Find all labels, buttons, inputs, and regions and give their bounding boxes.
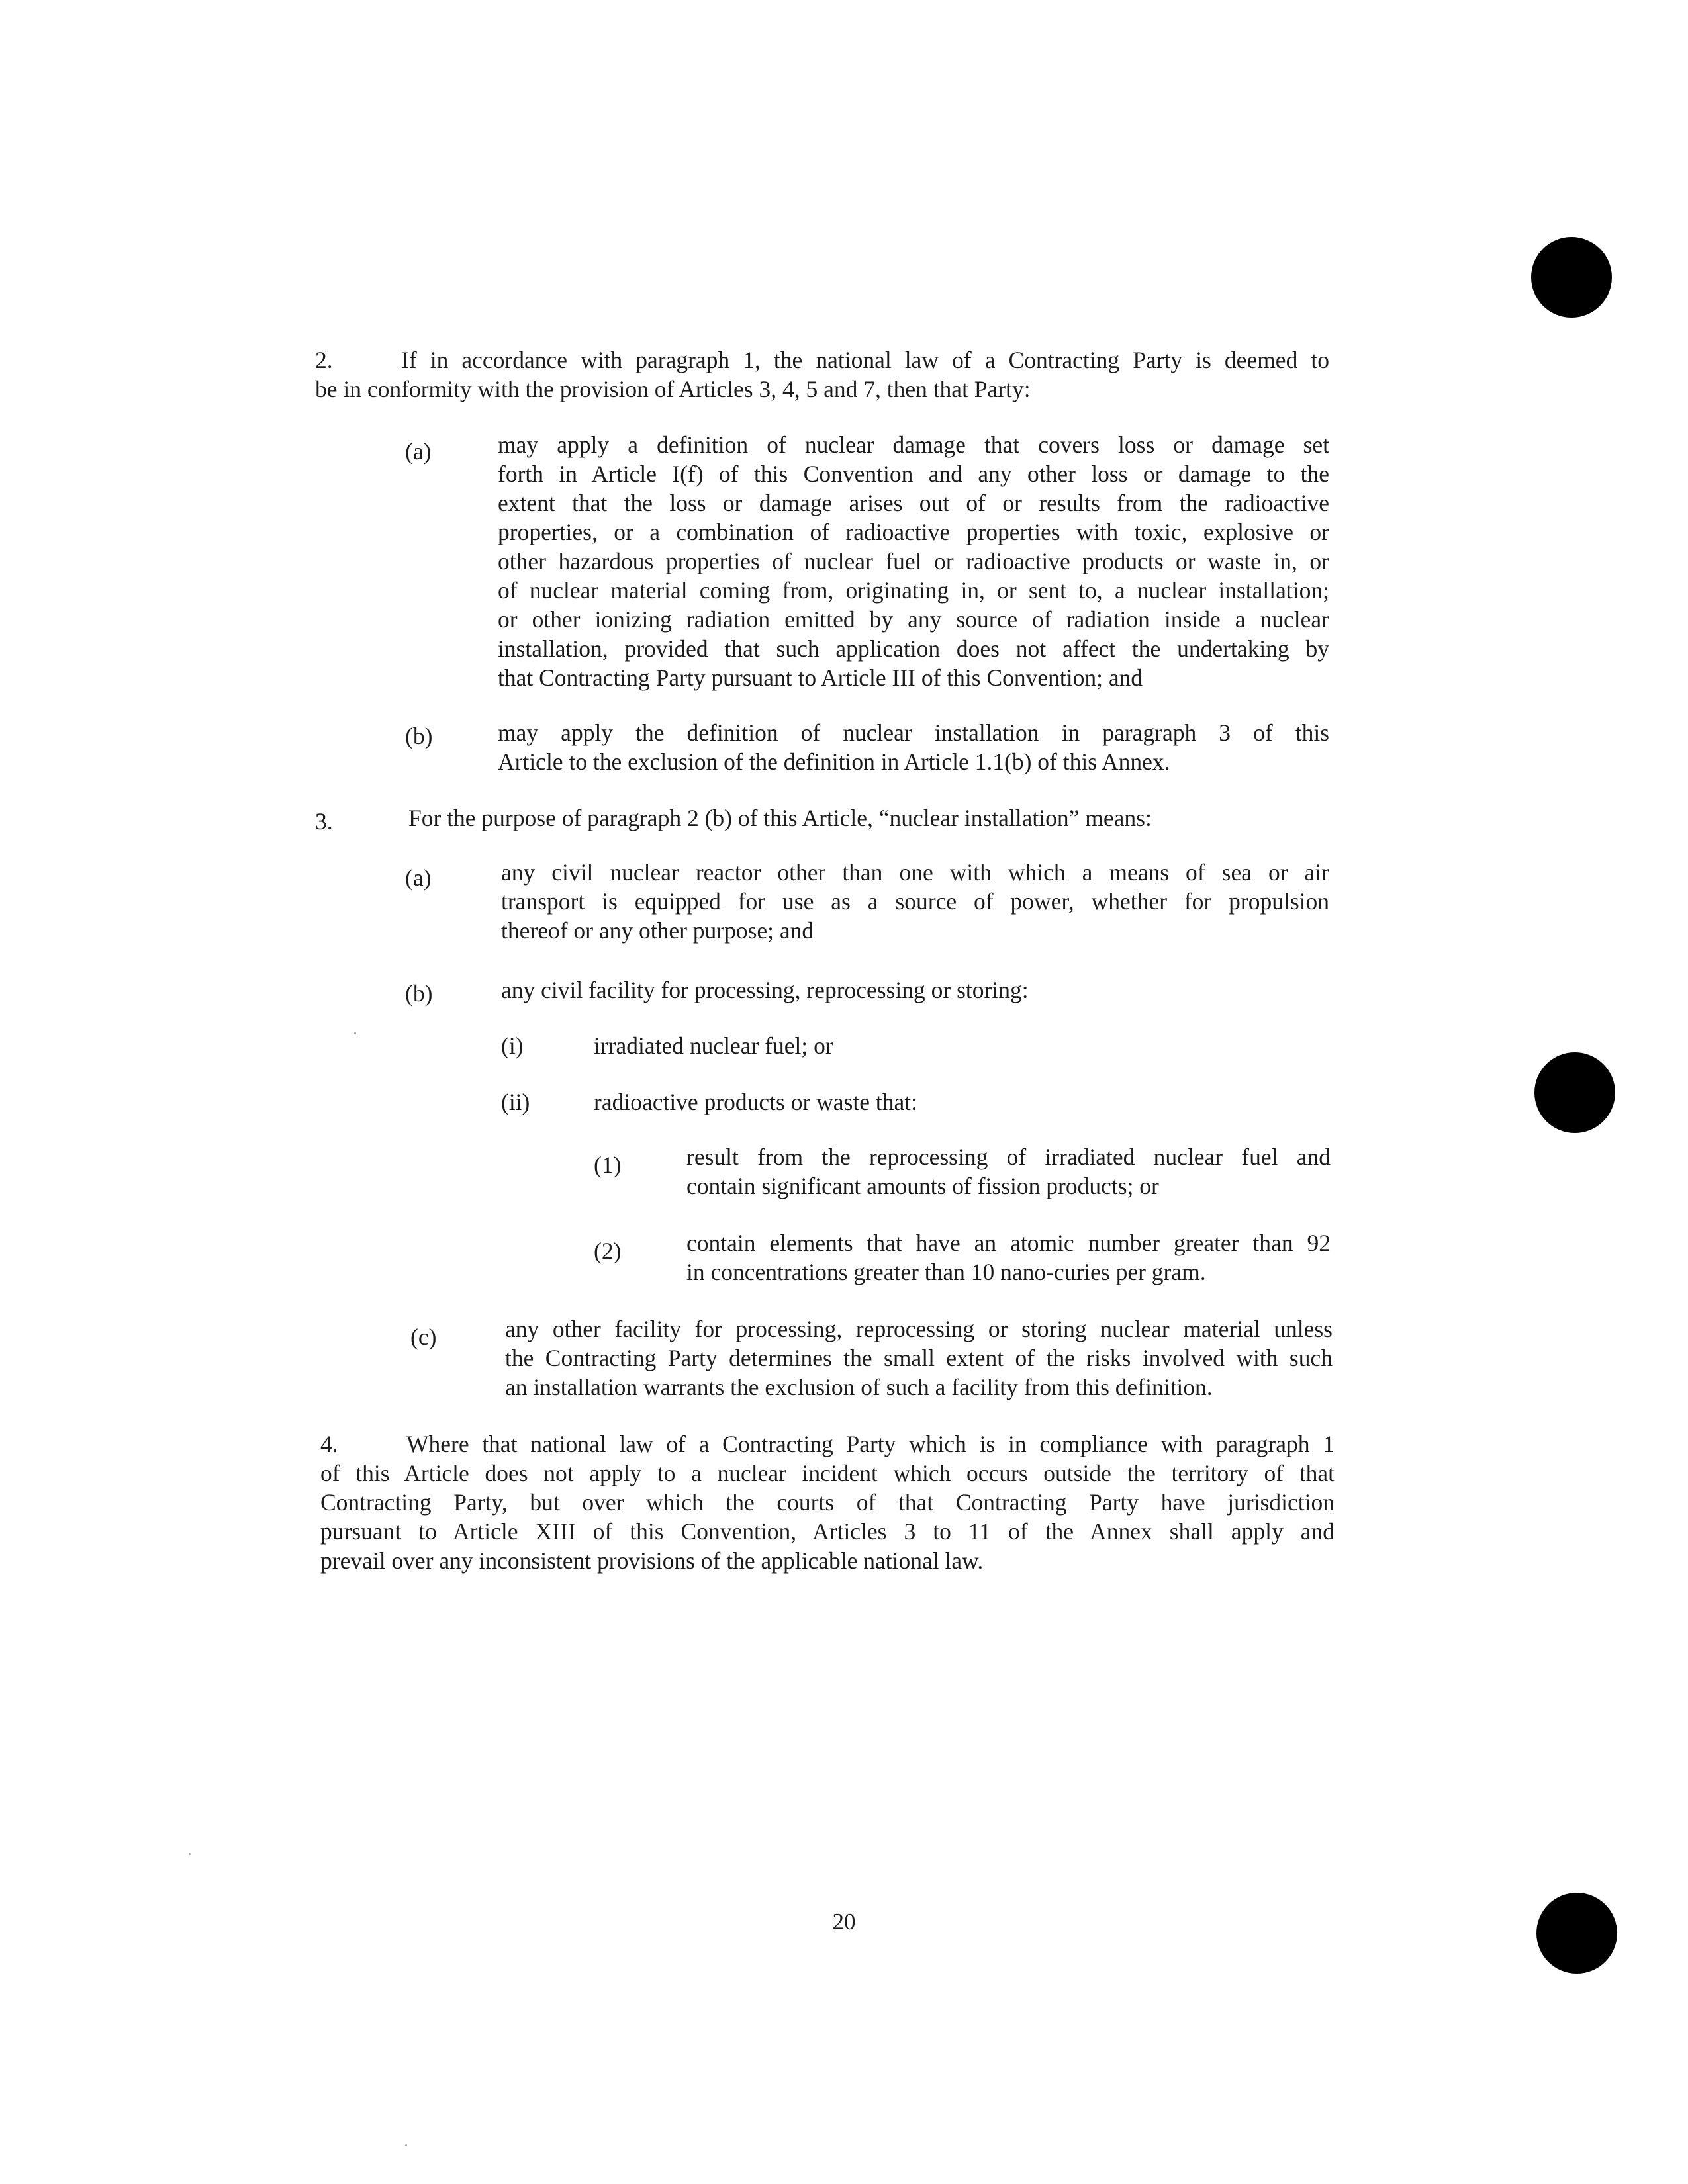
scan-speck (405, 2144, 407, 2146)
item-3b-text: any civil facility for processing, reprocessing or storing: (501, 977, 1029, 1003)
punch-hole-middle (1534, 1052, 1615, 1133)
item-3a-text: any civil nuclear reactor other than one with which a means of sea or air transport is equipped for use as a source of power, whether for propulsion thereof or any other purpose; and (501, 859, 1329, 944)
scan-speck (189, 1853, 191, 1855)
punch-hole-top (1531, 237, 1612, 318)
paragraph-2 (315, 345, 1329, 404)
item-3b-i-marker: (i) (501, 1032, 524, 1059)
paragraph-4-number: 4. (320, 1431, 338, 1457)
item-3b-ii-2-marker: (2) (594, 1238, 622, 1264)
item-3a-marker: (a) (405, 864, 432, 891)
item-2b-marker: (b) (405, 723, 433, 749)
item-3b-i-text: irradiated nuclear fuel; or (594, 1032, 833, 1059)
item-3c-marker: (c) (410, 1324, 437, 1350)
paragraph-4-line-1: 4. Where that national law of a Contracting Party which is in compliance with paragraph 1 (320, 1431, 1335, 1457)
item-2b-text: may apply the definition of nuclear installation in paragraph 3 of this Article to the exclusion of the definition in Article 1.1(b) of this Annex. (498, 719, 1329, 775)
item-3b-ii-text: radioactive products or waste that: (594, 1089, 917, 1115)
item-3b-ii-marker: (ii) (501, 1089, 530, 1115)
item-3b-ii-1-text: result from the reprocessing of irradiated nuclear fuel and contain significant amounts of fission products; or (686, 1144, 1331, 1199)
item-3b-ii-2-text: contain elements that have an atomic number greater than 92 in concentrations greater than 10 nano-curies per gram. (686, 1230, 1331, 1285)
paragraph-3-number: 3. (315, 808, 333, 835)
item-2a-marker: (a) (405, 438, 432, 465)
paragraph-2-number: 2. (315, 347, 333, 373)
item-2a-text: may apply a definition of nuclear damage that covers loss or damage set forth in Article I(f) of this Convention and any other loss or damage to the extent that the loss or damage arises out of or results from the radioactive properties, or a combination of radioactive properties with toxic, explosive or other hazardous properties of nuclear fuel or radioactive products or waste in, or of nuclear material coming from, originating in, or sent to, a nuclear installation; or other ionizing radiation emitted by any source of radiation inside a nuclear installation, provided that such application does not affect the undertaking by that Contracting Party pursuant to Article III of this Convention; and (498, 432, 1329, 691)
item-3c-text: any other facility for processing, reprocessing or storing nuclear material unless the Contracting Party determines the small extent of the risks involved with such an installation warrants the exclusion of such a facility from this definition. (505, 1316, 1333, 1400)
item-3b-ii-1-marker: (1) (594, 1152, 622, 1178)
paragraph-2-line-1: 2. If in accordance with paragraph 1, the national law of a Contracting Party is deemed to (315, 347, 1329, 373)
paragraph-2-line-2: be in conformity with the provision of Articles 3, 4, 5 and 7, then that Party: (315, 376, 1031, 402)
paragraph-4: 4. Where that national law of a Contracting Party which is in compliance with paragraph 1 of this Article does not apply to a nuclear incident which occurs outside the territory of that Contracting Party, but over which the courts of that Contracting Party have jurisdiction pursuant to Article XIII of this Convention, Articles 3 to 11 of the Annex shall apply and prevail over any inconsistent provisions of the applicable national law. (320, 1431, 1335, 1574)
page-number: 20 (832, 1909, 856, 1934)
paragraph-3-text: For the purpose of paragraph 2 (b) of this Article, “nuclear installation” means: (408, 805, 1152, 831)
item-3b-marker: (b) (405, 980, 433, 1007)
scan-speck (354, 1032, 356, 1034)
